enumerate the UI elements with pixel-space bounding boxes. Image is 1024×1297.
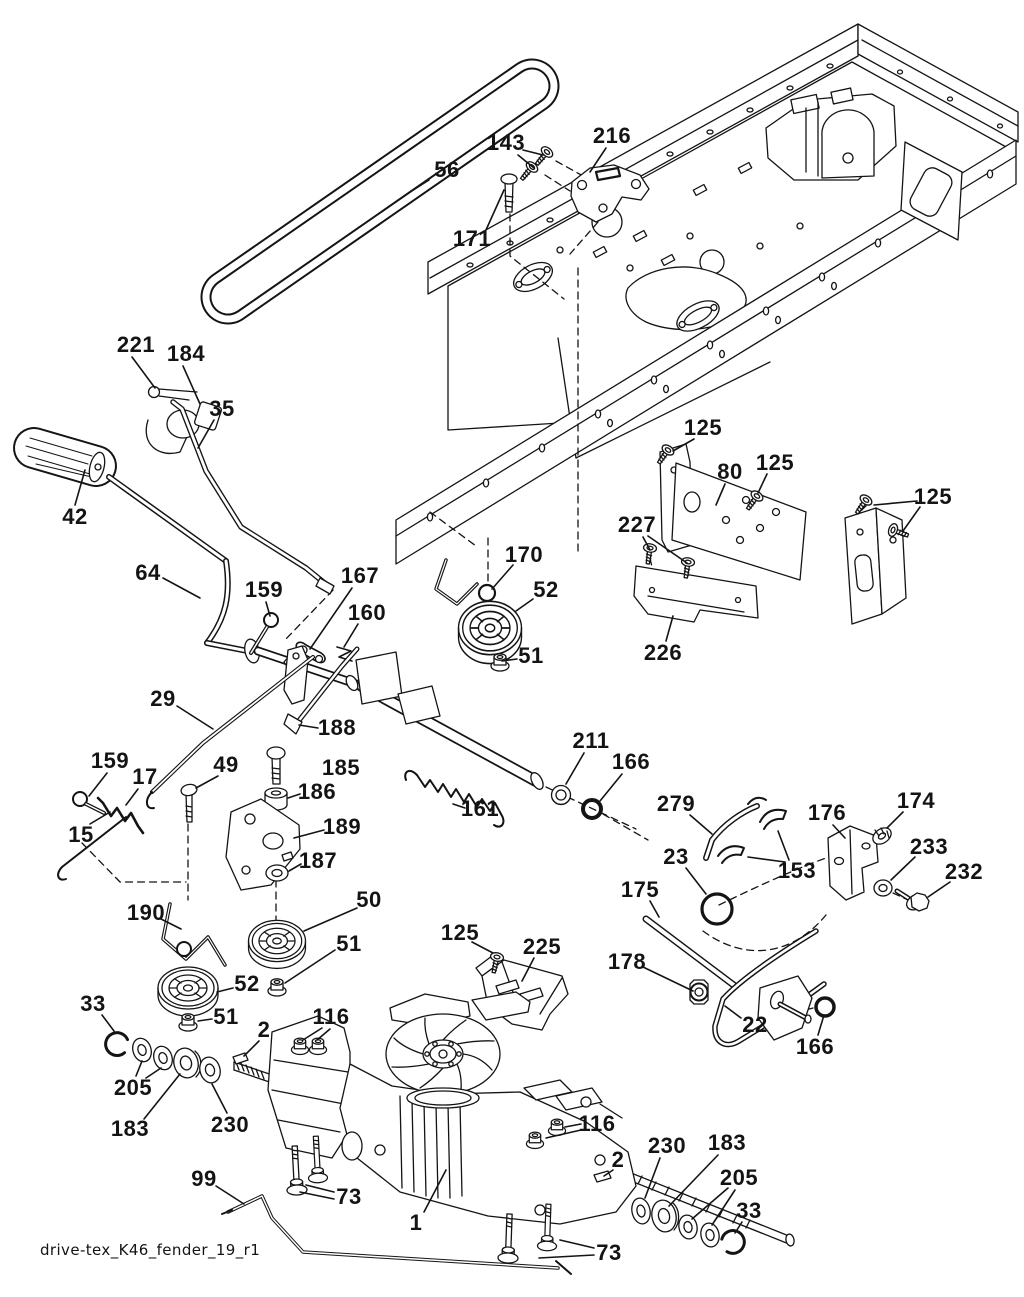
eyebolt-159-lower	[73, 792, 104, 813]
nut-116-left-b	[309, 1038, 326, 1054]
clip-221	[149, 387, 198, 401]
leader-line-73	[539, 1255, 594, 1258]
nut-116-left-a	[291, 1038, 308, 1054]
part-label-50-32: 50	[356, 887, 382, 912]
part-label-80-16: 80	[717, 459, 743, 484]
leader-line-125	[874, 501, 917, 505]
part-label-161-46: 161	[460, 796, 500, 821]
nut-116-right-a	[526, 1132, 543, 1148]
washer-187	[266, 865, 288, 881]
part-label-211-44: 211	[572, 728, 610, 753]
idler-pulley-52-lower	[158, 967, 218, 1016]
leader-line-161	[453, 804, 465, 808]
part-label-186-28: 186	[297, 779, 337, 804]
part-label-205-37: 205	[113, 1075, 153, 1100]
part-label-116-42: 116	[312, 1004, 350, 1029]
leader-line-153	[748, 857, 785, 862]
screw-227-a	[641, 543, 657, 565]
part-label-176-50: 176	[807, 800, 847, 825]
rod-15	[58, 817, 126, 880]
eyebolt-159-upper	[251, 613, 278, 653]
wire-spring-190	[163, 904, 225, 965]
part-label-2-43: 2	[257, 1017, 271, 1042]
leader-line-174	[887, 812, 903, 828]
axle-bracket	[758, 976, 812, 1040]
part-label-1-67: 1	[409, 1210, 423, 1235]
flange-nut-51-upper	[491, 654, 509, 671]
washer-230-right	[629, 1196, 652, 1225]
leader-line-221	[132, 357, 155, 388]
swivel-178	[690, 980, 708, 1004]
spacer-183-left	[171, 1045, 202, 1080]
leader-line-125	[758, 474, 767, 493]
leader-line-188	[299, 725, 318, 728]
bolt-185	[267, 747, 285, 784]
part-label-2-61: 2	[611, 1147, 625, 1172]
spacer-183-right	[649, 1198, 679, 1234]
part-label-230-62: 230	[647, 1133, 687, 1158]
leader-line-167	[310, 588, 352, 649]
pulley-50	[249, 920, 306, 968]
leader-line-125	[472, 942, 493, 953]
part-label-99-40: 99	[191, 1166, 217, 1191]
part-label-221-4: 221	[116, 332, 156, 357]
part-label-225-59: 225	[522, 934, 562, 959]
part-label-64-8: 64	[135, 560, 161, 585]
leader-line-73	[300, 1192, 334, 1199]
diagram-filename: drive-tex_K46_fender_19_r1	[40, 1241, 261, 1259]
part-label-188-22: 188	[317, 715, 357, 740]
leader-line-279	[690, 815, 712, 834]
part-label-279-47: 279	[656, 791, 696, 816]
part-label-184-5: 184	[166, 341, 206, 366]
leader-line-159	[89, 773, 107, 796]
bushing-211	[552, 786, 571, 805]
part-label-183-63: 183	[707, 1130, 747, 1155]
clips-153	[718, 810, 786, 863]
idler-pulley-52-upper	[459, 601, 522, 663]
leader-line-160	[344, 624, 358, 647]
part-label-35-6: 35	[209, 396, 235, 421]
part-label-159-23: 159	[90, 748, 130, 773]
leader-line-64	[163, 578, 200, 598]
washers-205-right	[677, 1213, 722, 1248]
part-label-51-33: 51	[336, 931, 362, 956]
mount-plate-group	[634, 444, 906, 624]
grip-42	[26, 438, 107, 483]
leader-line-205	[712, 1190, 735, 1225]
part-label-125-18: 125	[913, 484, 953, 509]
leader-line-205	[146, 1068, 161, 1078]
leader-line-33	[102, 1015, 114, 1031]
part-label-125-17: 125	[755, 450, 795, 475]
washer-233	[874, 880, 892, 896]
part-label-159-9: 159	[244, 577, 284, 602]
part-label-189-29: 189	[322, 814, 362, 839]
leader-line-125	[903, 507, 920, 531]
washers-205-left	[130, 1036, 176, 1072]
leader-line-23	[686, 868, 706, 894]
part-label-33-65: 33	[736, 1198, 762, 1223]
leader-line-205	[136, 1061, 142, 1076]
leader-line-232	[928, 882, 950, 897]
leader-line-233	[891, 857, 915, 880]
part-label-171-3: 171	[452, 226, 492, 251]
spring-161	[405, 771, 503, 827]
part-label-170-12: 170	[504, 542, 544, 567]
part-label-125-58: 125	[440, 920, 480, 945]
bolt-49	[180, 783, 198, 822]
leader-line-17	[126, 789, 138, 805]
part-label-174-51: 174	[896, 788, 936, 813]
o-ring-23	[702, 894, 732, 924]
flange-nut-51-mid	[268, 979, 286, 996]
leader-line-99	[216, 1186, 244, 1204]
part-label-143-1: 143	[486, 130, 526, 155]
leader-line-184	[183, 366, 200, 404]
leader-line-187	[289, 864, 301, 871]
part-label-49-25: 49	[213, 752, 239, 777]
leader-line-49	[196, 776, 218, 788]
flange-nut-51-lower	[179, 1014, 197, 1031]
part-label-51-14: 51	[518, 643, 544, 668]
leader-line-175	[650, 901, 659, 917]
part-label-42-7: 42	[62, 504, 88, 529]
part-label-190-31: 190	[126, 900, 166, 925]
leader-line-22	[725, 1006, 741, 1018]
rod-279	[706, 798, 766, 858]
part-label-216-2: 216	[592, 123, 632, 148]
leader-line-52	[217, 988, 233, 992]
plate-189	[226, 799, 300, 890]
part-label-160-11: 160	[347, 600, 387, 625]
part-label-73-41: 73	[336, 1184, 362, 1209]
part-label-153-54: 153	[777, 858, 817, 883]
part-label-166-45: 166	[611, 749, 651, 774]
part-label-56-0: 56	[434, 157, 460, 182]
bolt-232	[897, 891, 929, 913]
leader-line-153	[778, 831, 789, 860]
part-label-205-64: 205	[719, 1165, 759, 1190]
leader-line-50	[304, 908, 357, 931]
part-label-227-19: 227	[617, 512, 657, 537]
rod-175	[646, 919, 735, 986]
leader-line-183	[144, 1074, 180, 1119]
bolt-73-bottom-a	[498, 1214, 520, 1264]
part-label-73-66: 73	[596, 1240, 622, 1265]
part-label-226-20: 226	[643, 640, 683, 665]
part-label-52-13: 52	[533, 577, 559, 602]
part-label-17-24: 17	[132, 764, 158, 789]
part-label-22-55: 22	[742, 1012, 768, 1037]
leader-line-205	[692, 1188, 728, 1219]
part-label-230-39: 230	[210, 1112, 250, 1137]
leader-line-166	[818, 1015, 824, 1035]
leader-line-166	[600, 774, 622, 801]
bracket-176	[828, 826, 878, 900]
part-label-15-26: 15	[68, 822, 94, 847]
leader-line-73	[560, 1240, 594, 1248]
part-label-167-10: 167	[340, 563, 380, 588]
leader-line-2	[244, 1041, 259, 1056]
nut-116-right-b	[548, 1119, 565, 1135]
part-label-116-60: 116	[578, 1111, 616, 1136]
leader-line-170	[492, 565, 513, 589]
part-label-178-57: 178	[607, 949, 647, 974]
leader-line-51	[198, 1019, 212, 1021]
e-clip-33-right	[720, 1227, 747, 1256]
part-label-52-34: 52	[234, 971, 260, 996]
leader-line-178	[643, 967, 693, 991]
leader-line-52	[516, 599, 533, 611]
leader-line-73	[306, 1185, 334, 1192]
part-label-183-38: 183	[110, 1116, 150, 1141]
part-label-51-35: 51	[213, 1004, 239, 1029]
part-label-232-53: 232	[944, 859, 984, 884]
part-label-125-15: 125	[683, 415, 723, 440]
part-label-185-27: 185	[321, 755, 361, 780]
part-label-233-52: 233	[909, 834, 949, 859]
part-label-29-21: 29	[150, 686, 176, 711]
leader-line-226	[666, 616, 673, 641]
e-clip-33-left	[103, 1030, 129, 1057]
leader-line-29	[177, 706, 213, 729]
leader-line-15	[90, 812, 110, 824]
leader-line-230	[212, 1084, 227, 1113]
idler-arm-170	[436, 560, 495, 604]
leader-line-211	[566, 753, 584, 784]
part-label-23-48: 23	[663, 844, 689, 869]
part-label-33-36: 33	[80, 991, 106, 1016]
bolt-73-left-a	[285, 1146, 308, 1196]
ring-166-lower	[816, 998, 834, 1016]
part-label-187-30: 187	[298, 848, 338, 873]
leader-line-143	[523, 150, 543, 155]
part-label-166-56: 166	[795, 1034, 835, 1059]
leader-line-186	[288, 794, 300, 798]
part-label-175-49: 175	[620, 877, 660, 902]
